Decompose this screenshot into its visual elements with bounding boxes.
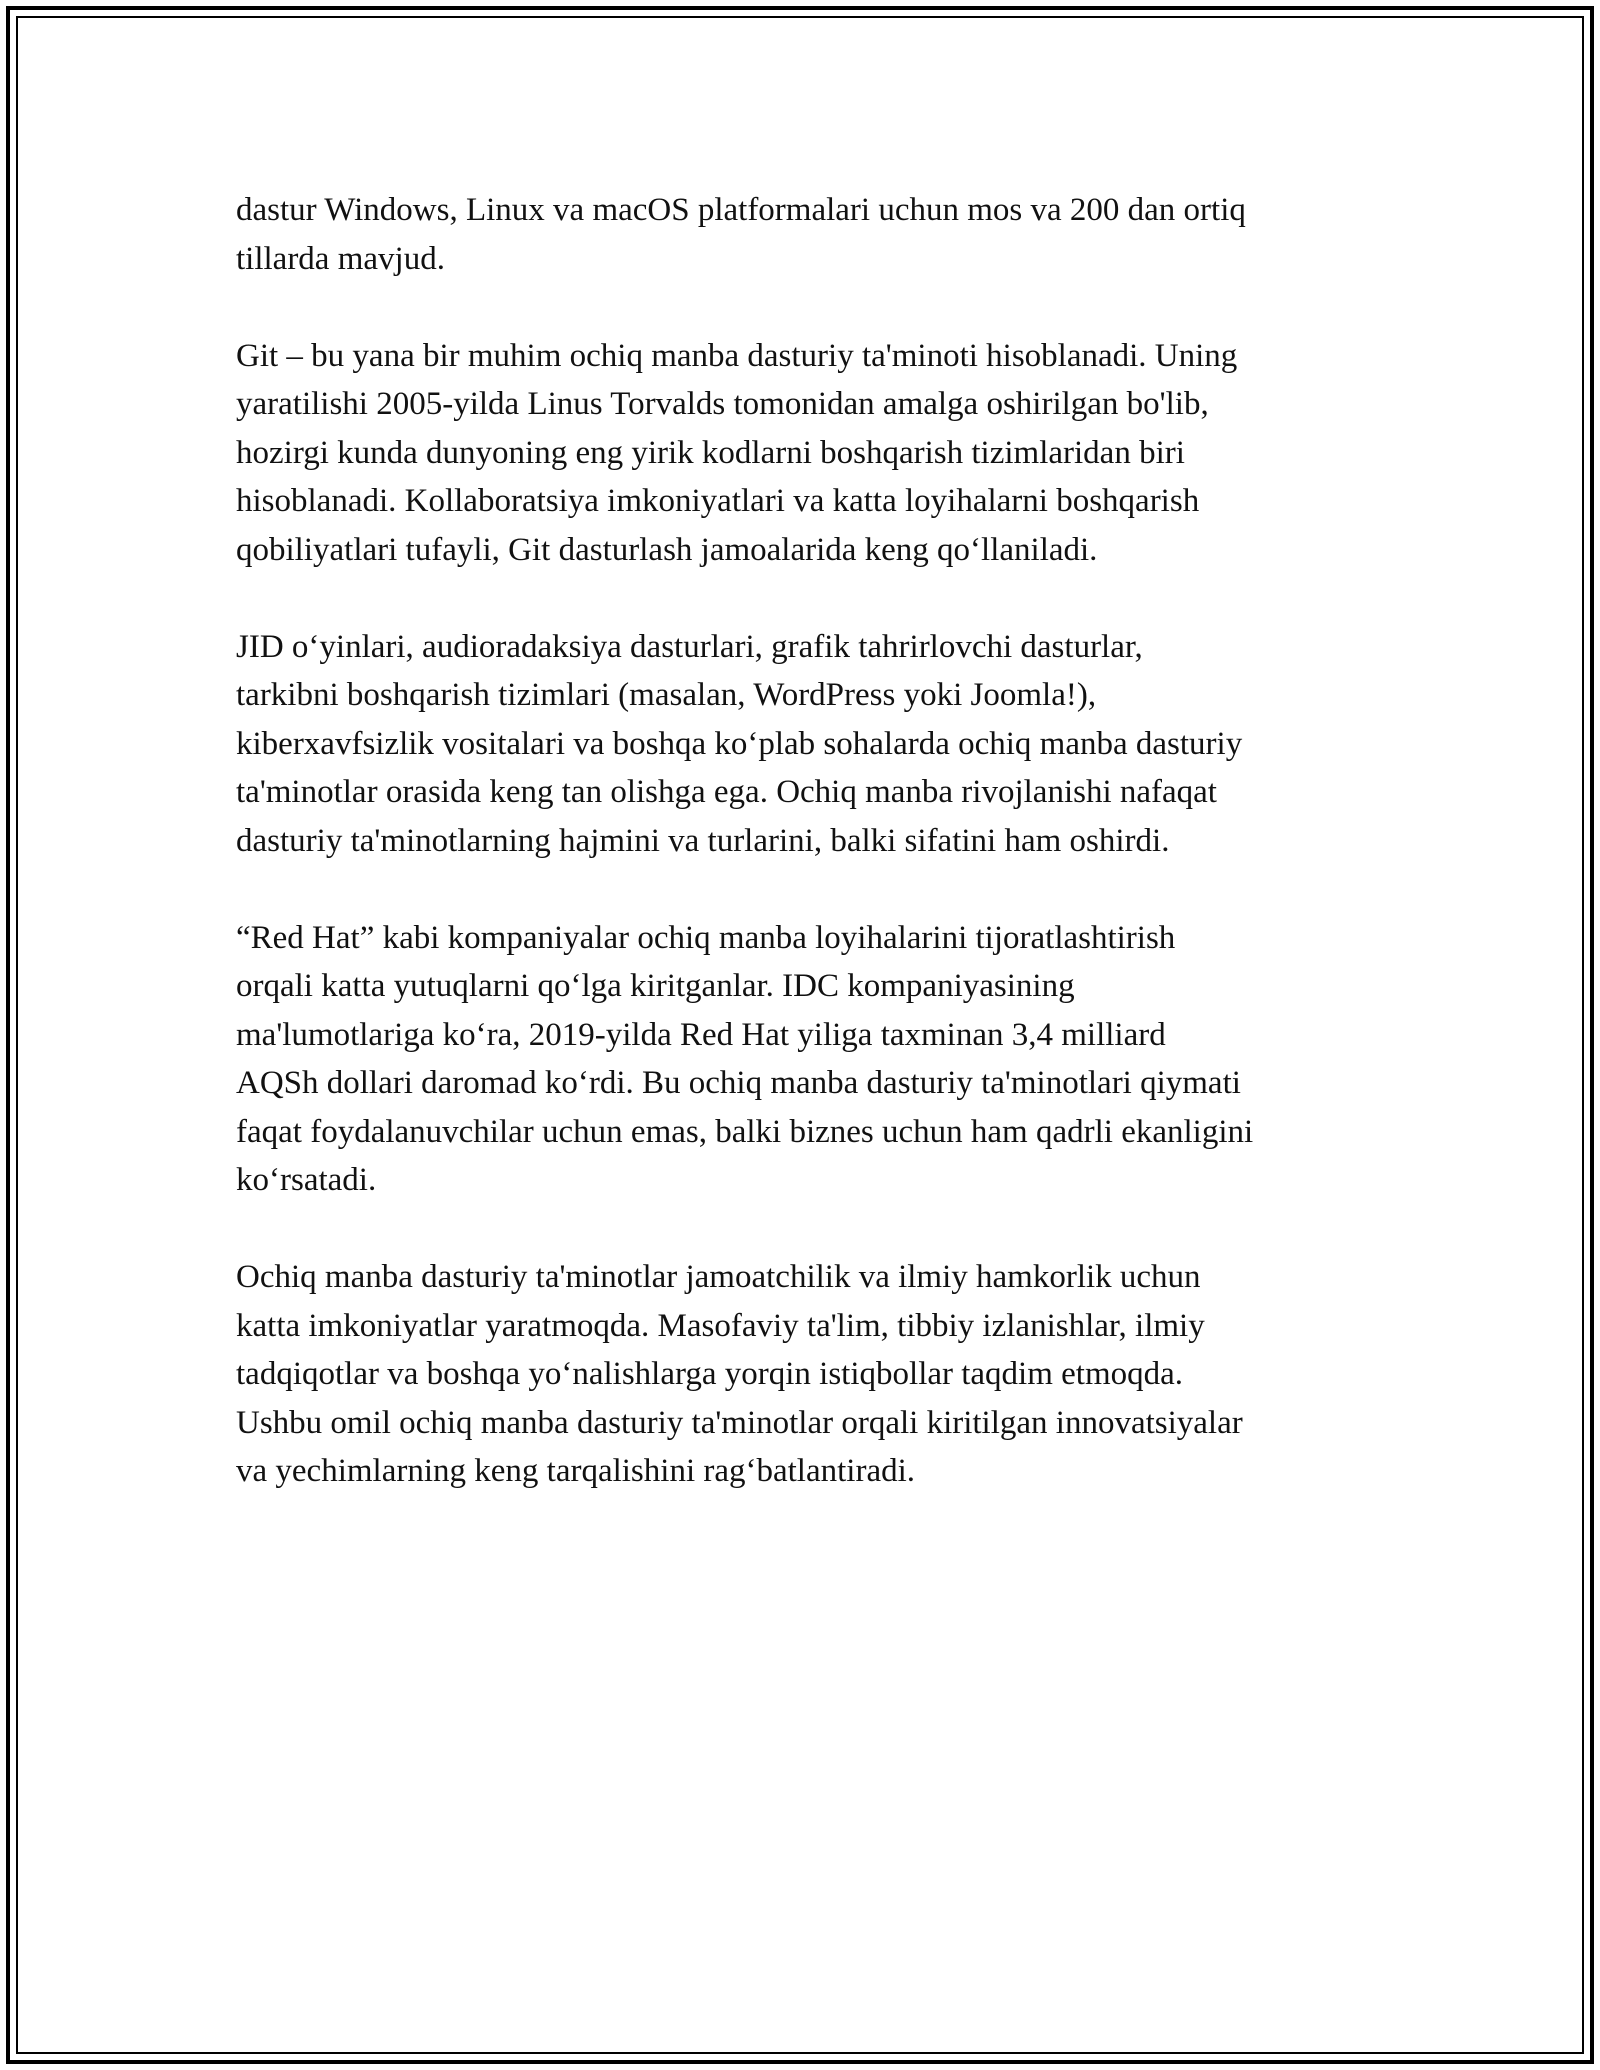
text-line: “Red Hat” kabi kompaniyalar ochiq manba loyihalarini tijoratlashtirish: [236, 919, 1176, 956]
text-line: hozirgi kunda dunyoning eng yirik kodlarni boshqarish tizimlaridan biri: [236, 434, 1185, 471]
text-line: Git – bu yana bir muhim ochiq manba dasturiy ta'minoti hisoblanadi. Uning: [236, 337, 1238, 374]
text-line: dastur Windows, Linux va macOS platformalari uchun mos va 200 dan ortiq: [236, 192, 1246, 228]
text-line: Ushbu omil ochiq manba dasturiy ta'minotlar orqali kiritilgan innovatsiyalar: [236, 1404, 1243, 1441]
text-line: ma'lumotlariga ko‘ra, 2019-yilda Red Hat yiliga taxminan 3,4 milliard: [236, 1016, 1166, 1053]
text-line: ko‘rsatadi.: [236, 1162, 377, 1198]
document-body: [236, 186, 1376, 1544]
text-line: tillarda mavjud.: [236, 240, 445, 277]
paragraph-4: [236, 914, 1376, 1205]
text-line: Ochiq manba dasturiy ta'minotlar jamoatchilik va ilmiy hamkorlik uchun: [236, 1259, 1201, 1295]
text-line: dasturiy ta'minotlarning hajmini va turlarini, balki sifatini ham oshirdi.: [236, 822, 1170, 859]
text-line: tadqiqotlar va boshqa yo‘nalishlarga yorqin istiqbollar taqdim etmoqda.: [236, 1356, 1184, 1392]
paragraph-5: [236, 1253, 1376, 1496]
paragraph-1: [236, 186, 1376, 283]
paragraph-3: [236, 623, 1376, 866]
text-line: JID o‘yinlari, audioradaksiya dasturlari, grafik tahrirlovchi dasturlar,: [236, 628, 1143, 665]
text-line: tarkibni boshqarish tizimlari (masalan, WordPress yoki Joomla!),: [236, 677, 1097, 713]
text-line: katta imkoniyatlar yaratmoqda. Masofaviy ta'lim, tibbiy izlanishlar, ilmiy: [236, 1307, 1205, 1344]
text-line: ta'minotlar orasida keng tan olishga ega. Ochiq manba rivojlanishi nafaqat: [236, 774, 1217, 810]
text-line: hisoblanadi. Kollaboratsiya imkoniyatlari va katta loyihalarni boshqarish: [236, 483, 1200, 519]
text-line: va yechimlarning keng tarqalishini rag‘batlantiradi.: [236, 1453, 916, 1489]
paragraph-2: [236, 332, 1376, 575]
text-line: qobiliyatlari tufayli, Git dasturlash jamoalarida keng qo‘llaniladi.: [236, 531, 1098, 568]
text-line: AQSh dollari daromad ko‘rdi. Bu ochiq manba dasturiy ta'minotlari qiymati: [236, 1065, 1241, 1101]
text-line: orqali katta yutuqlarni qo‘lga kiritganlar. IDC kompaniyasining: [236, 968, 1075, 1004]
text-line: yaratilishi 2005-yilda Linus Torvalds tomonidan amalga oshirilgan bo'lib,: [236, 386, 1209, 422]
text-line: kiberxavfsizlik vositalari va boshqa ko‘plab sohalarda ochiq manba dasturiy: [236, 725, 1243, 762]
text-line: faqat foydalanuvchilar uchun emas, balki biznes uchun ham qadrli ekanligini: [236, 1113, 1254, 1150]
